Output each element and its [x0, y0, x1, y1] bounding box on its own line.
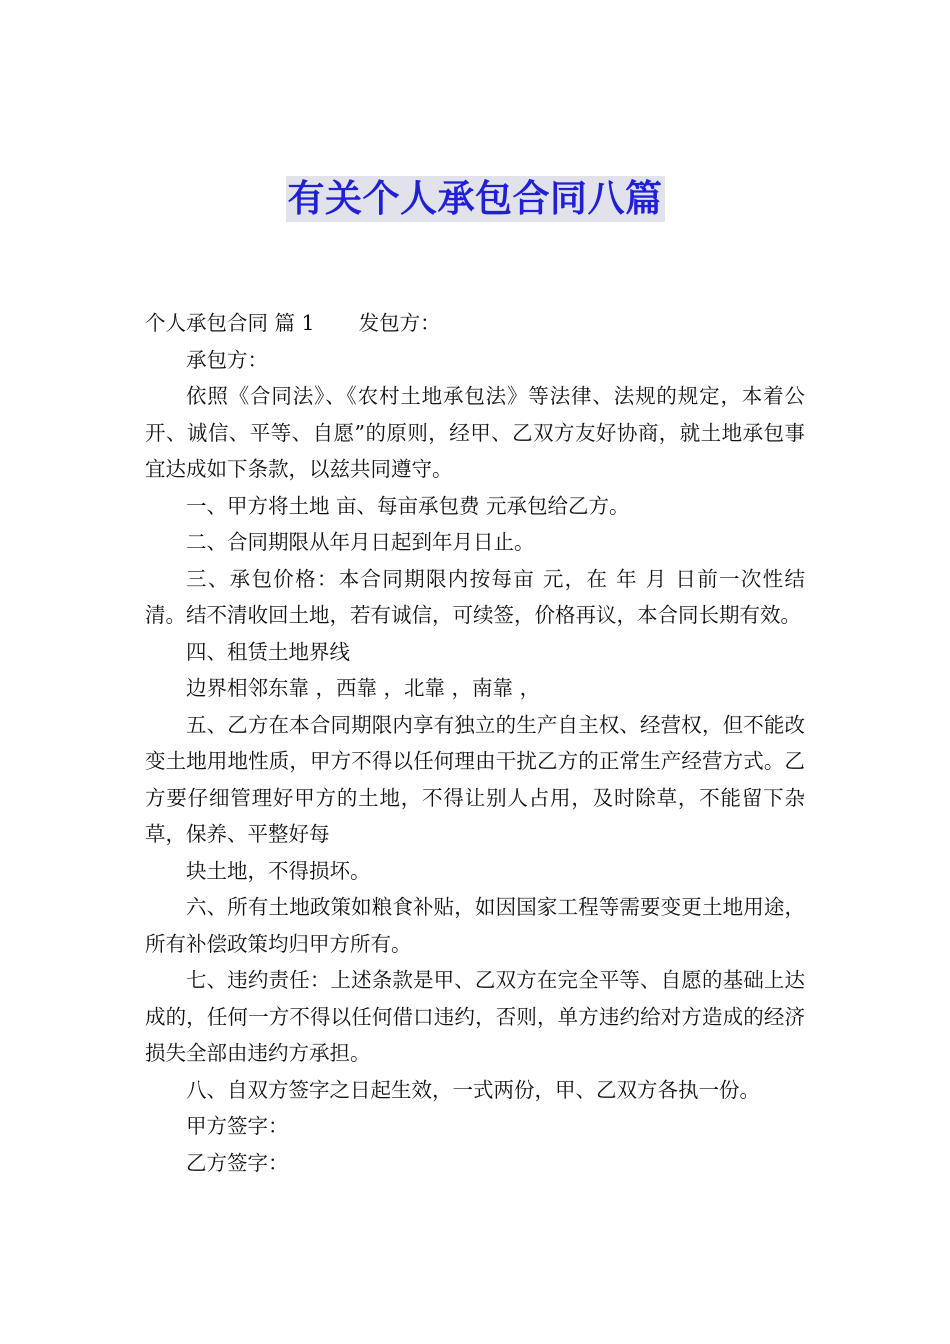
clause-1: 一、甲方将土地 亩、每亩承包费 元承包给乙方。 — [186, 493, 630, 518]
party-a-signature-line: 甲方签字： — [186, 1114, 289, 1138]
clause-2: 二、合同期限从年月日起到年月日止。 — [186, 530, 535, 554]
party-b-signature-line: 乙方签字： — [186, 1150, 289, 1175]
section-heading-line — [145, 305, 805, 342]
clause-6: 六、所有土地政策如粮食补贴，如因国家工程等需要变更土地用途，所有补偿政策均归甲方所有。 — [145, 895, 805, 956]
section-heading: 个人承包合同 篇 1 — [145, 311, 315, 335]
paragraph-contractee: 承包方： — [186, 347, 268, 372]
clause-4: 四、租赁土地界线 — [186, 639, 350, 664]
clause-3: 三、承包价格：本合同期限内按每亩 元，在 年 月 日前一次性结清。结不清收回土地，若有诚信，可续签，价格再议，本合同长期有效。 — [145, 566, 805, 627]
clause-5-continued: 块土地，不得损坏。 — [186, 858, 371, 883]
contractor-party-label: 发包方： — [358, 311, 441, 335]
clause-7: 七、违约责任：上述条款是甲、乙双方在完全平等、自愿的基础上达成的，任何一方不得以任何借口违约，否则，单方违约给对方造成的经济损失全部由违约方承担。 — [145, 968, 805, 1065]
clause-4-boundaries: 边界相邻东靠 ，西靠 ，北靠 ，南靠 ， — [186, 676, 541, 700]
clause-8: 八、自双方签字之日起生效，一式两份，甲、乙双方各执一份。 — [186, 1077, 760, 1102]
paragraph-preamble: 依照《合同法》、《农村土地承包法》等法律、法规的规定，本着公开、诚信、平等、自愿”的原则，经甲、乙双方友好协商，就土地承包事宜达成如下条款，以兹共同遵守。 — [145, 384, 805, 481]
title-block — [0, 176, 950, 222]
document-title: 有关个人承包合同八篇 — [287, 177, 663, 220]
document-body — [145, 305, 805, 1181]
clause-5: 五、乙方在本合同期限内享有独立的生产自主权、经营权，但不能改变土地用地性质，甲方不得以任何理由干扰乙方的正常生产经营方式。乙方要仔细管理好甲方的土地，不得让别人占用，及时除草，不能留下杂草，保养、平整好每 — [145, 712, 805, 846]
